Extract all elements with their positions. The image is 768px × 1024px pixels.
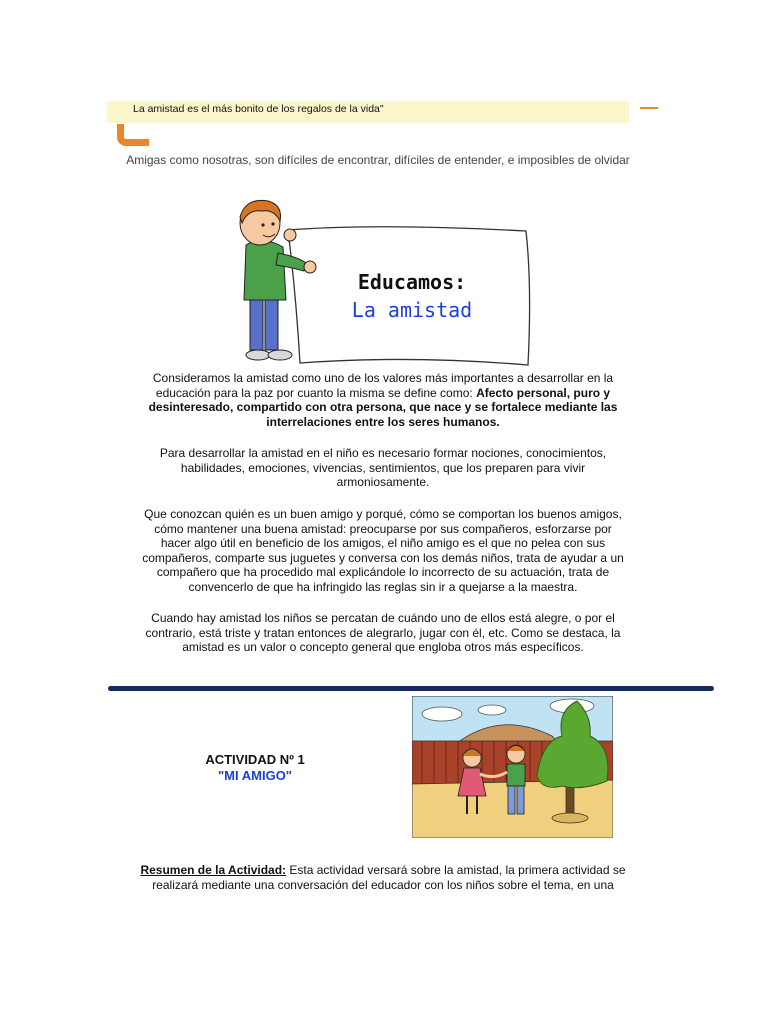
paragraph-definition: [118, 371, 648, 429]
summary-text: Esta actividad versará sobre la amistad, la primera actividad se: [286, 863, 626, 877]
paragraph-development: [118, 446, 648, 490]
subtitle-quote: Amigas como nosotras, son difíciles de encontrar, difíciles de entender, e imposibles de olvidar: [126, 153, 630, 167]
paragraph-line: hacer algo útil en beneficio de los amigos, el niño amigo es el que no pelea con sus: [160, 536, 606, 551]
paragraph-line: habilidades, emociones, vivencias, sentimientos, que los preparen para vivir: [180, 460, 586, 475]
hero-subtitle: La amistad: [351, 298, 473, 322]
paragraph-line: contrario, está triste y tratan entonces de alegrarlo, jugar con él, etc. Como se destaca, la: [145, 625, 621, 640]
quote-text: La amistad es el más bonito de los regalos de la vida": [133, 103, 384, 115]
paragraph-line: compañeros, comparte sus juguetes y conversa con los demás niños, trata de ayudar a un: [142, 550, 624, 565]
section-divider: [108, 686, 714, 691]
paragraph-line: armoniosamente.: [336, 475, 430, 490]
paragraph-friendship-value: [118, 611, 648, 655]
paragraph-line: amistad es un valor o concepto general que engloba otros más específicos.: [182, 640, 584, 655]
activity-name: "MI AMIGO": [218, 768, 292, 783]
paragraph-bold-text: Afecto personal, puro y: [476, 385, 611, 400]
children-holding-hands-illustration: [412, 696, 613, 838]
banner-accent-dash: [640, 107, 658, 109]
paragraph-text: educación para la paz por cuanto la misma se define como:: [155, 385, 477, 400]
summary-label: Resumen de la Actividad:: [140, 863, 287, 877]
paragraph-line: Cuando hay amistad los niños se percatan de cuándo uno de ellos está alegre, o por el: [151, 611, 615, 625]
paragraph-bold-line: desinteresado, compartido con otra persona, que nace y se fortalece mediante las: [148, 400, 618, 415]
summary-line: realizará mediante una conversación del educador con los niños sobre el tema, en una: [152, 877, 614, 892]
paragraph-line: [118, 386, 648, 401]
paragraph-line: Que conozcan quién es un buen amigo y porqué, cómo se comportan los buenos amigos,: [144, 507, 622, 521]
summary-line: [118, 863, 648, 878]
paragraph-line: compañero que ha procedido mal explicándole lo incorrecto de su actuación, trata de: [156, 565, 610, 580]
paragraph-good-friend: [118, 507, 648, 595]
activity-number: ACTIVIDAD Nº 1: [205, 752, 305, 767]
paragraph-line: Consideramos la amistad como uno de los valores más importantes a desarrollar en la: [152, 371, 614, 385]
corner-bracket-icon: [117, 124, 149, 146]
paragraph-bold-line: interrelaciones entre los seres humanos.: [266, 414, 500, 429]
paragraph-line: cómo mantener una buena amistad: preocuparse por sus compañeros, esforzarse por: [154, 521, 612, 536]
activity-summary: [118, 863, 648, 892]
paragraph-line: convencerlo de que ha infringido las reglas sin ir a quejarse a la maestra.: [188, 579, 578, 594]
hero-title: Educamos:: [357, 270, 467, 294]
paragraph-line: Para desarrollar la amistad en el niño es necesario formar nociones, conocimientos,: [159, 446, 607, 460]
